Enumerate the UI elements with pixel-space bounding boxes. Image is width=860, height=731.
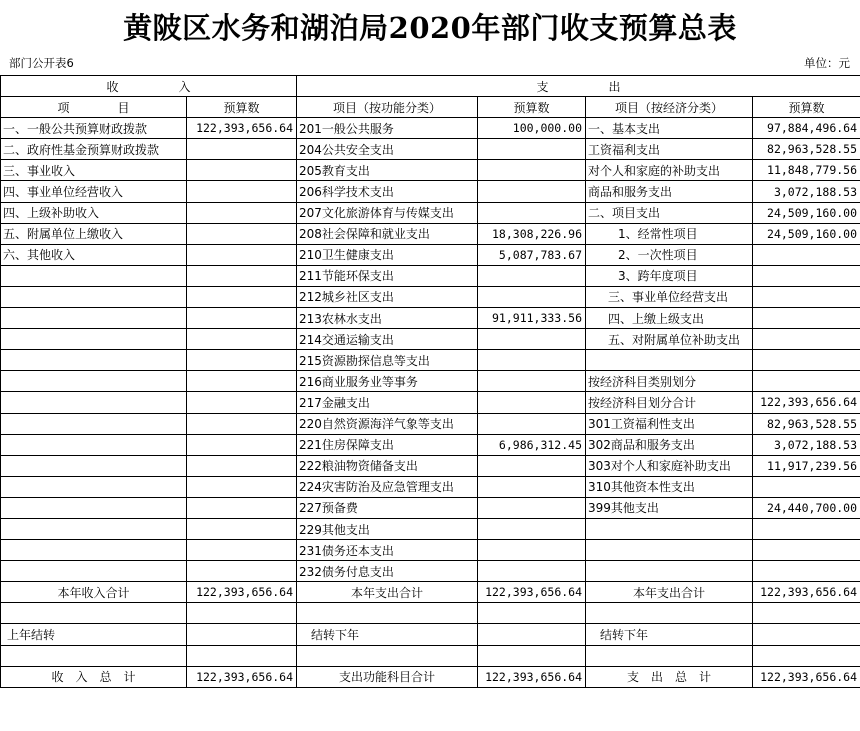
income-item-cell: 四、事业单位经营收入 <box>1 181 187 202</box>
income-item-cell <box>1 392 187 413</box>
func-item-cell: 204公共安全支出 <box>297 139 478 160</box>
func-budget-cell: 122,393,656.64 <box>478 666 586 687</box>
econ-item-cell: 302商品和服务支出 <box>586 434 753 455</box>
income-budget-cell <box>187 160 297 181</box>
econ-item-cell: 一、基本支出 <box>586 118 753 139</box>
func-item-cell: 212城乡社区支出 <box>297 286 478 307</box>
func-budget-cell <box>478 329 586 350</box>
econ-item-cell <box>586 518 753 539</box>
econ-budget-cell <box>753 371 860 392</box>
income-item-cell: 一、一般公共预算财政拨款 <box>1 118 187 139</box>
func-budget-cell <box>478 455 586 476</box>
income-budget-cell <box>187 350 297 371</box>
func-budget-header: 预算数 <box>478 97 586 118</box>
func-budget-cell <box>478 645 586 666</box>
table-row <box>1 434 860 455</box>
econ-item-cell: 二、项目支出 <box>586 202 753 223</box>
func-budget-cell: 100,000.00 <box>478 118 586 139</box>
econ-item-cell <box>586 350 753 371</box>
table-row <box>1 540 860 561</box>
func-item-cell: 231债务还本支出 <box>297 540 478 561</box>
func-item-cell: 232债务付息支出 <box>297 561 478 582</box>
econ-budget-cell: 122,393,656.64 <box>753 582 860 603</box>
econ-item-cell <box>586 540 753 561</box>
income-item-cell <box>1 540 187 561</box>
table-row <box>1 308 860 329</box>
econ-item-cell: 310其他资本性支出 <box>586 476 753 497</box>
econ-item-cell: 四、上缴上级支出 <box>586 308 753 329</box>
func-budget-cell <box>478 603 586 624</box>
func-item-cell: 205教育支出 <box>297 160 478 181</box>
income-item-header: 项 目 <box>1 97 187 118</box>
income-budget-cell <box>187 476 297 497</box>
econ-budget-cell <box>753 286 860 307</box>
func-item-cell: 216商业服务业等事务 <box>297 371 478 392</box>
income-budget-header: 预算数 <box>187 97 297 118</box>
func-item-cell: 220自然资源海洋气象等支出 <box>297 413 478 434</box>
econ-budget-cell <box>753 265 860 286</box>
econ-budget-cell <box>753 561 860 582</box>
func-budget-cell <box>478 181 586 202</box>
func-item-cell: 215资源勘探信息等支出 <box>297 350 478 371</box>
func-item-cell: 227预备费 <box>297 497 478 518</box>
econ-item-cell <box>586 603 753 624</box>
income-item-cell: 三、事业收入 <box>1 160 187 181</box>
econ-budget-cell <box>753 603 860 624</box>
econ-budget-cell: 3,072,188.53 <box>753 434 860 455</box>
func-budget-cell: 6,986,312.45 <box>478 434 586 455</box>
table-row <box>1 223 860 244</box>
income-budget-cell <box>187 413 297 434</box>
func-budget-cell <box>478 139 586 160</box>
func-budget-cell: 18,308,226.96 <box>478 223 586 244</box>
table-row <box>1 561 860 582</box>
income-item-cell <box>1 350 187 371</box>
income-item-cell <box>1 329 187 350</box>
func-budget-cell <box>478 265 586 286</box>
income-budget-cell <box>187 371 297 392</box>
econ-budget-cell <box>753 350 860 371</box>
econ-item-cell: 399其他支出 <box>586 497 753 518</box>
func-item-cell: 206科学技术支出 <box>297 181 478 202</box>
table-row <box>1 244 860 265</box>
econ-item-cell: 结转下年 <box>586 624 753 645</box>
econ-item-cell: 2、一次性项目 <box>586 244 753 265</box>
income-budget-cell <box>187 624 297 645</box>
table-row <box>1 476 860 497</box>
page-title: 黄陂区水务和湖泊局2020年部门收支预算总表 <box>123 11 737 45</box>
func-budget-cell: 122,393,656.64 <box>478 582 586 603</box>
expense-section-header: 支 出 <box>297 76 860 97</box>
income-item-cell: 四、上级补助收入 <box>1 202 187 223</box>
income-budget-cell <box>187 223 297 244</box>
econ-item-cell: 3、跨年度项目 <box>586 265 753 286</box>
income-item-cell: 五、附属单位上缴收入 <box>1 223 187 244</box>
func-item-cell: 207文化旅游体育与传媒支出 <box>297 202 478 223</box>
income-budget-cell <box>187 308 297 329</box>
income-item-cell: 六、其他收入 <box>1 244 187 265</box>
func-budget-cell <box>478 561 586 582</box>
table-row <box>1 202 860 223</box>
table-row <box>1 181 860 202</box>
income-budget-cell <box>187 286 297 307</box>
func-budget-cell <box>478 540 586 561</box>
table-row <box>1 582 860 603</box>
econ-budget-cell: 11,848,779.56 <box>753 160 860 181</box>
table-row <box>1 371 860 392</box>
table-row <box>1 329 860 350</box>
income-budget-cell <box>187 392 297 413</box>
income-item-cell <box>1 603 187 624</box>
econ-budget-cell: 122,393,656.64 <box>753 392 860 413</box>
income-budget-cell <box>187 540 297 561</box>
income-section-header: 收 入 <box>1 76 297 97</box>
func-budget-cell <box>478 624 586 645</box>
econ-item-cell: 1、经常性项目 <box>586 223 753 244</box>
econ-item-cell: 按经济科目类别划分 <box>586 371 753 392</box>
income-budget-cell <box>187 645 297 666</box>
func-item-cell: 224灾害防治及应急管理支出 <box>297 476 478 497</box>
func-item-cell: 222粮油物资储备支出 <box>297 455 478 476</box>
econ-budget-cell <box>753 308 860 329</box>
income-budget-cell <box>187 518 297 539</box>
func-budget-cell: 5,087,783.67 <box>478 244 586 265</box>
income-item-cell <box>1 308 187 329</box>
econ-item-cell: 按经济科目划分合计 <box>586 392 753 413</box>
econ-item-header: 项目（按经济分类） <box>586 97 753 118</box>
income-item-cell <box>1 413 187 434</box>
income-budget-cell <box>187 434 297 455</box>
func-item-cell: 本年支出合计 <box>297 582 478 603</box>
econ-budget-cell: 11,917,239.56 <box>753 455 860 476</box>
econ-budget-cell <box>753 518 860 539</box>
func-budget-cell <box>478 476 586 497</box>
func-budget-cell <box>478 497 586 518</box>
econ-budget-cell: 82,963,528.55 <box>753 139 860 160</box>
func-item-cell: 221住房保障支出 <box>297 434 478 455</box>
econ-item-cell: 303对个人和家庭补助支出 <box>586 455 753 476</box>
table-row <box>1 413 860 434</box>
income-budget-cell <box>187 329 297 350</box>
table-row <box>1 624 860 645</box>
func-item-cell: 201一般公共服务 <box>297 118 478 139</box>
table-row <box>1 118 860 139</box>
func-budget-cell <box>478 413 586 434</box>
income-item-cell: 收 入 总 计 <box>1 666 187 687</box>
econ-budget-cell: 82,963,528.55 <box>753 413 860 434</box>
income-budget-cell: 122,393,656.64 <box>187 582 297 603</box>
budget-table <box>0 75 860 688</box>
header-row-sections <box>1 76 860 97</box>
income-budget-cell <box>187 139 297 160</box>
func-budget-cell: 91,911,333.56 <box>478 308 586 329</box>
table-row <box>1 518 860 539</box>
econ-budget-cell <box>753 540 860 561</box>
func-item-cell: 214交通运输支出 <box>297 329 478 350</box>
table-row <box>1 645 860 666</box>
table-row <box>1 139 860 160</box>
income-item-cell <box>1 434 187 455</box>
func-item-cell: 213农林水支出 <box>297 308 478 329</box>
func-item-cell <box>297 603 478 624</box>
table-row <box>1 350 860 371</box>
econ-budget-cell: 3,072,188.53 <box>753 181 860 202</box>
econ-item-cell: 301工资福利性支出 <box>586 413 753 434</box>
func-item-cell: 208社会保障和就业支出 <box>297 223 478 244</box>
econ-budget-cell <box>753 244 860 265</box>
table-row <box>1 666 860 687</box>
income-item-cell <box>1 497 187 518</box>
income-item-cell <box>1 371 187 392</box>
header-row-columns <box>1 97 860 118</box>
econ-item-cell: 本年支出合计 <box>586 582 753 603</box>
econ-budget-cell: 122,393,656.64 <box>753 666 860 687</box>
func-budget-cell <box>478 371 586 392</box>
income-item-cell: 二、政府性基金预算财政拨款 <box>1 139 187 160</box>
func-item-cell: 支出功能科目合计 <box>297 666 478 687</box>
table-row <box>1 160 860 181</box>
income-budget-cell <box>187 202 297 223</box>
func-budget-cell <box>478 160 586 181</box>
func-item-cell: 210卫生健康支出 <box>297 244 478 265</box>
income-budget-cell <box>187 181 297 202</box>
econ-budget-cell <box>753 476 860 497</box>
income-budget-cell <box>187 497 297 518</box>
income-budget-cell <box>187 265 297 286</box>
table-row <box>1 603 860 624</box>
income-item-cell <box>1 265 187 286</box>
income-budget-cell <box>187 603 297 624</box>
income-item-cell: 本年收入合计 <box>1 582 187 603</box>
income-item-cell <box>1 645 187 666</box>
econ-item-cell: 支 出 总 计 <box>586 666 753 687</box>
income-item-cell <box>1 476 187 497</box>
unit-label: 单位：元 <box>804 56 850 70</box>
econ-budget-cell <box>753 645 860 666</box>
income-item-cell <box>1 286 187 307</box>
func-item-cell <box>297 645 478 666</box>
func-item-cell: 211节能环保支出 <box>297 265 478 286</box>
income-budget-cell <box>187 561 297 582</box>
table-row <box>1 455 860 476</box>
func-item-header: 项目（按功能分类） <box>297 97 478 118</box>
table-row <box>1 265 860 286</box>
func-budget-cell <box>478 286 586 307</box>
econ-budget-header: 预算数 <box>753 97 860 118</box>
func-budget-cell <box>478 202 586 223</box>
econ-budget-cell <box>753 624 860 645</box>
func-budget-cell <box>478 350 586 371</box>
form-number: 部门公开表6 <box>9 56 74 70</box>
income-budget-cell: 122,393,656.64 <box>187 118 297 139</box>
econ-budget-cell: 97,884,496.64 <box>753 118 860 139</box>
econ-budget-cell: 24,509,160.00 <box>753 202 860 223</box>
econ-budget-cell: 24,509,160.00 <box>753 223 860 244</box>
income-budget-cell: 122,393,656.64 <box>187 666 297 687</box>
func-item-cell: 229其他支出 <box>297 518 478 539</box>
income-item-cell <box>1 518 187 539</box>
table-row <box>1 392 860 413</box>
income-budget-cell <box>187 244 297 265</box>
income-item-cell <box>1 455 187 476</box>
econ-item-cell: 商品和服务支出 <box>586 181 753 202</box>
table-row <box>1 497 860 518</box>
econ-item-cell: 工资福利支出 <box>586 139 753 160</box>
econ-item-cell: 五、对附属单位补助支出 <box>586 329 753 350</box>
econ-budget-cell: 24,440,700.00 <box>753 497 860 518</box>
func-item-cell: 结转下年 <box>297 624 478 645</box>
func-budget-cell <box>478 392 586 413</box>
income-item-cell: 上年结转 <box>1 624 187 645</box>
income-item-cell <box>1 561 187 582</box>
econ-item-cell <box>586 561 753 582</box>
income-budget-cell <box>187 455 297 476</box>
econ-budget-cell <box>753 329 860 350</box>
econ-item-cell <box>586 645 753 666</box>
table-row <box>1 286 860 307</box>
econ-item-cell: 对个人和家庭的补助支出 <box>586 160 753 181</box>
func-budget-cell <box>478 518 586 539</box>
func-item-cell: 217金融支出 <box>297 392 478 413</box>
econ-item-cell: 三、事业单位经营支出 <box>586 286 753 307</box>
